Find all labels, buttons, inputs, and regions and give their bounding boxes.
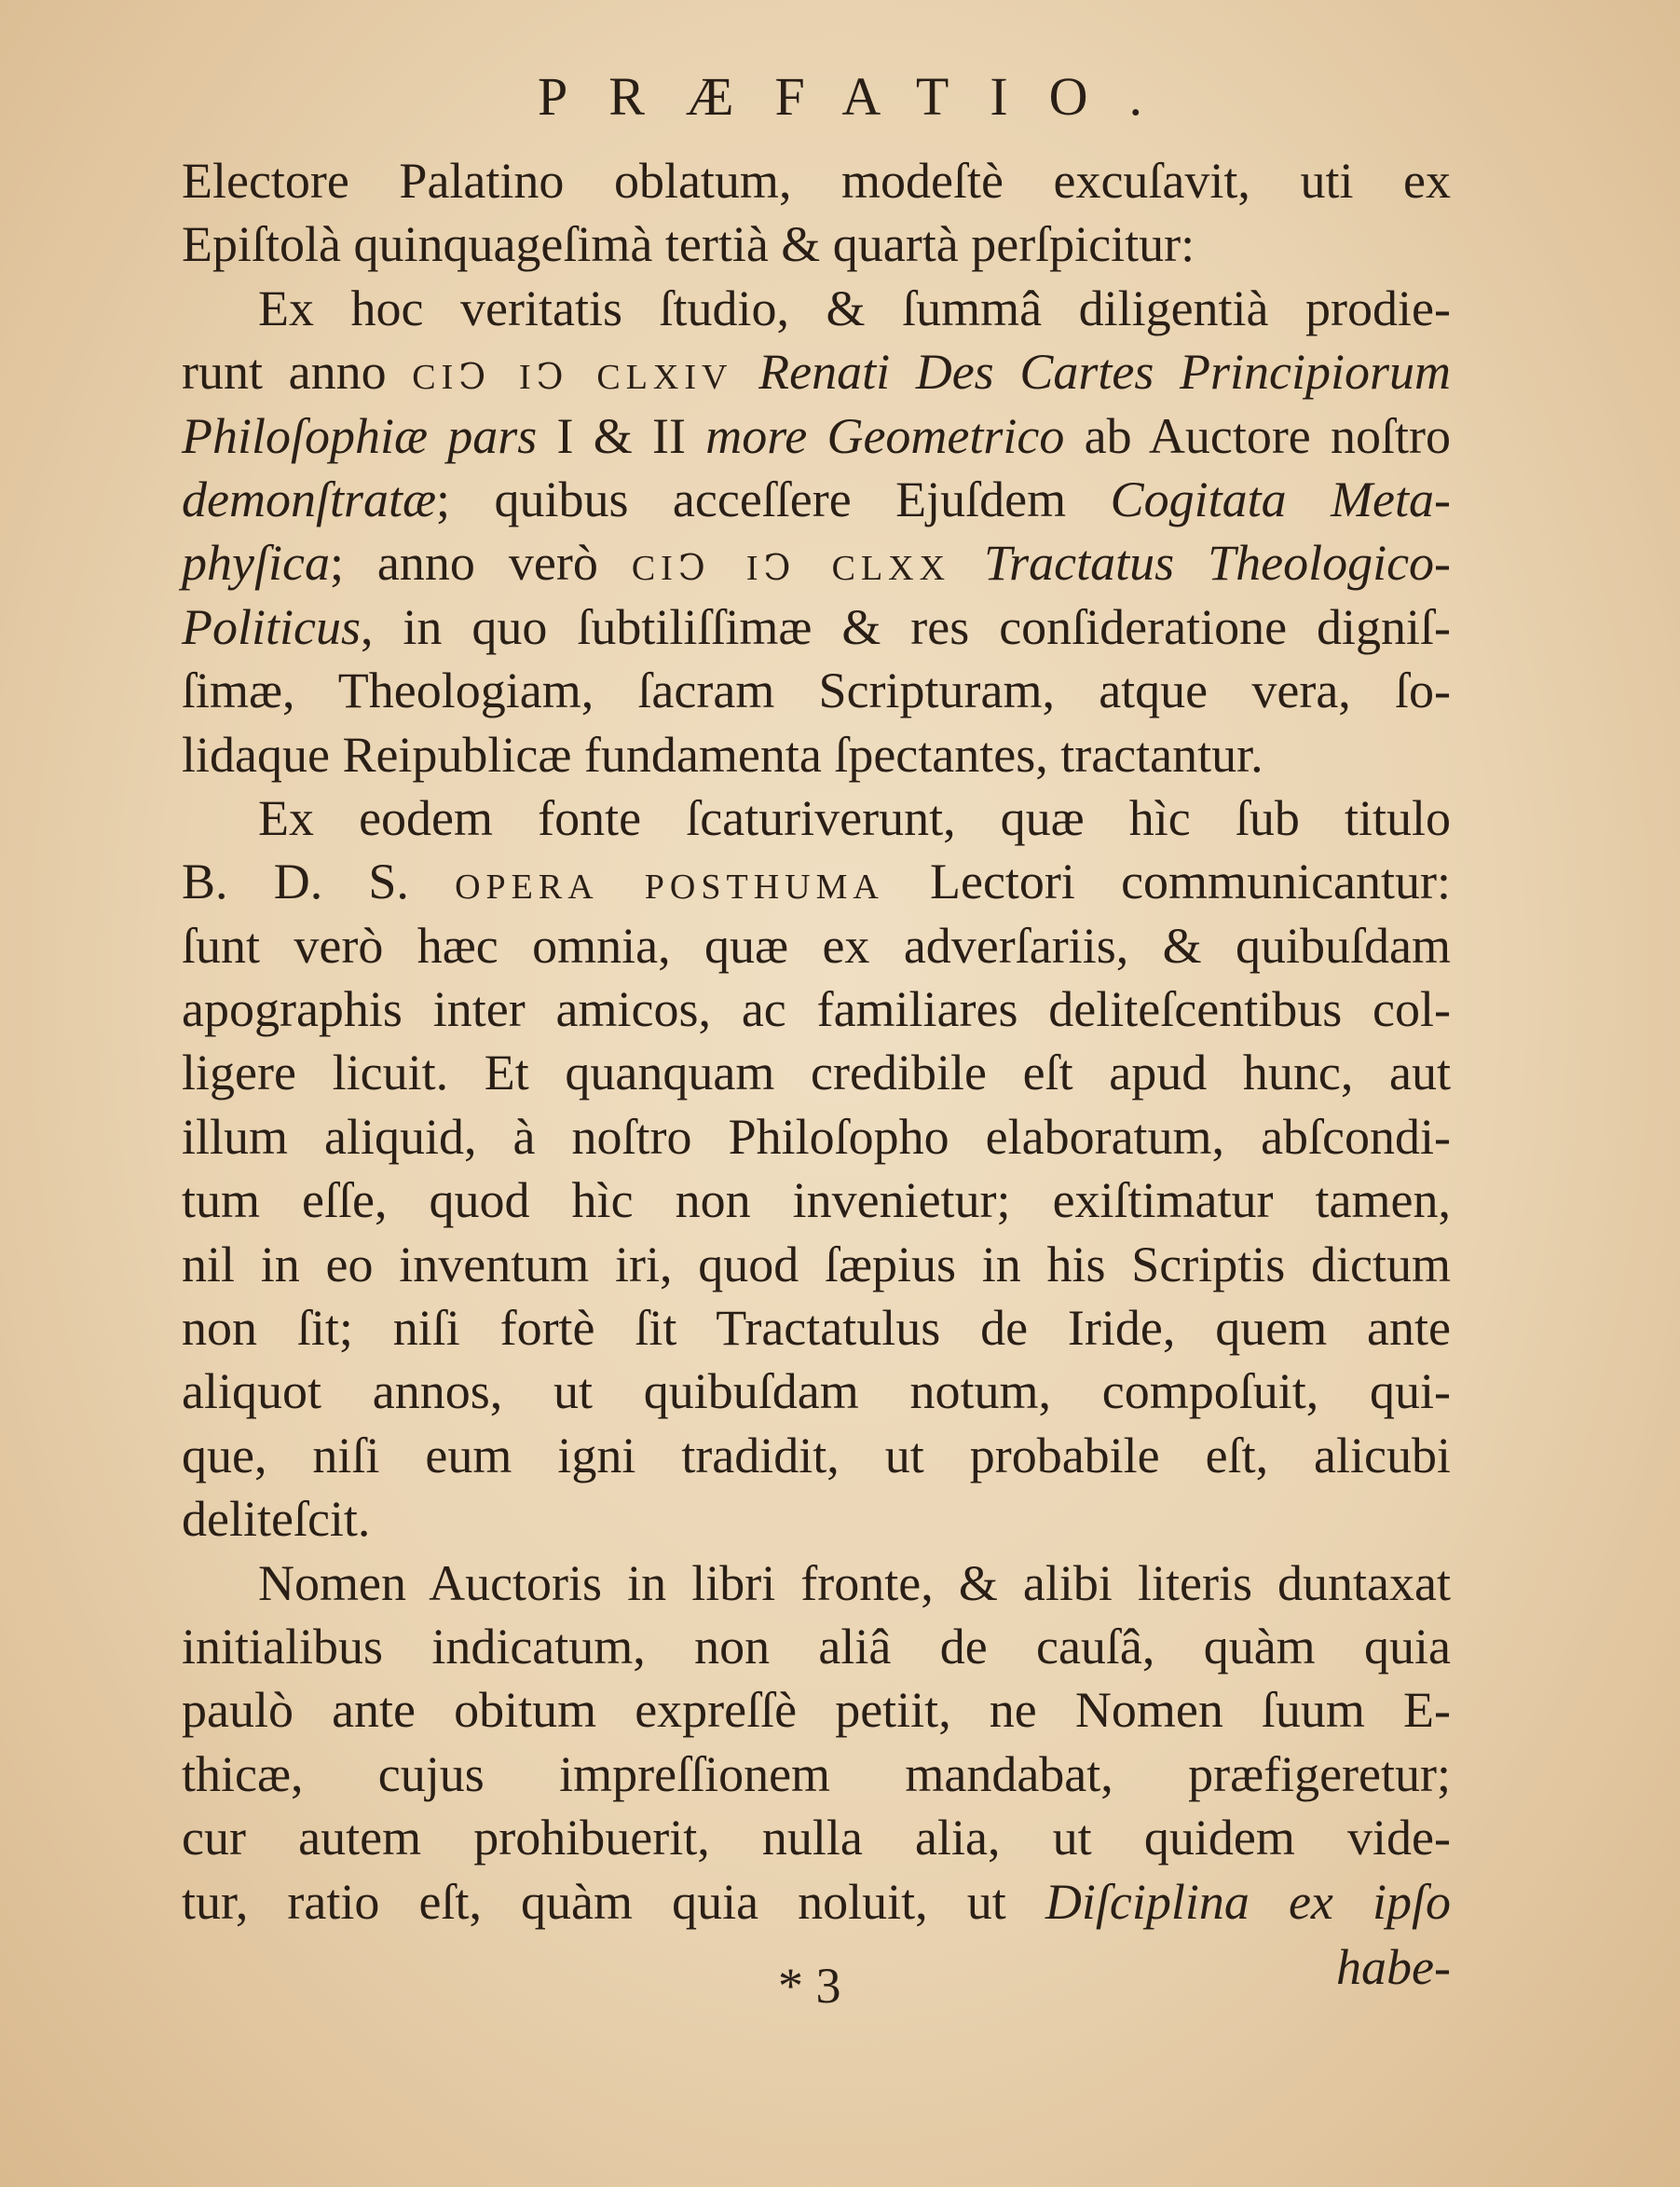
small-caps-text: CIↃ IↃ CLXX xyxy=(631,549,951,589)
text-segment: apographis inter amicos, ac familiares deliteſcentibus col- xyxy=(182,981,1451,1038)
italic-text: Renati Des Cartes Principiorum xyxy=(758,344,1451,401)
text-line xyxy=(182,1169,1451,1232)
text-segment: Nomen Auctoris in libri fronte, & alibi literis duntaxat xyxy=(258,1554,1451,1611)
text-line-content xyxy=(182,1424,1451,1487)
text-line xyxy=(182,1041,1451,1104)
text-line xyxy=(182,914,1451,977)
text-line-content xyxy=(182,595,1451,659)
text-line xyxy=(182,850,1451,913)
text-segment: nil in eo inventum iri, quod ſæpius in his Scriptis dictum xyxy=(182,1236,1451,1292)
text-line-content xyxy=(182,1487,1451,1551)
text-line xyxy=(182,1105,1451,1169)
italic-text: Politicus xyxy=(182,598,361,655)
text-segment: Electore Palatino oblatum, modeſtè excuſavit, uti ex xyxy=(182,153,1451,209)
text-segment: ab Auctore noſtro xyxy=(1064,407,1451,464)
text-segment: que, niſi eum igni tradidit, ut probabile eſt, alicubi xyxy=(182,1427,1451,1483)
text-segment: ligere licuit. Et quanquam credibile eſt apud hunc, aut xyxy=(182,1045,1451,1101)
text-line xyxy=(182,277,1451,340)
italic-text: demonſtratæ xyxy=(182,471,437,527)
text-line xyxy=(182,786,1451,850)
text-segment: ſimæ, Theologiam, ſacram Scripturam, atque vera, ſo- xyxy=(182,663,1451,719)
text-segment: deliteſcit. xyxy=(182,1491,371,1548)
signature-mark: * 3 xyxy=(778,1958,841,2014)
text-line xyxy=(182,659,1451,722)
text-segment: tur, ratio eſt, quàm quia noluit, ut xyxy=(182,1873,1045,1930)
text-line-content xyxy=(182,1615,1451,1678)
text-line xyxy=(182,212,1451,276)
text-line-content xyxy=(258,277,1451,340)
text-line xyxy=(182,723,1451,786)
italic-text: Diſciplina ex ipſo xyxy=(1045,1873,1451,1930)
preface-text xyxy=(182,149,1451,1934)
text-line xyxy=(182,977,1451,1041)
text-line xyxy=(182,404,1451,468)
text-line xyxy=(182,1615,1451,1678)
text-line xyxy=(182,1806,1451,1869)
text-line-content xyxy=(182,1105,1451,1169)
text-line-content xyxy=(182,468,1451,531)
text-segment: thicæ, cujus impreſſionem mandabat, præfigeretur; xyxy=(182,1745,1451,1802)
text-line-content xyxy=(182,1233,1451,1296)
text-segment: I & II xyxy=(537,407,706,464)
text-segment: Lectori communicantur: xyxy=(883,854,1451,910)
text-segment: cur autem prohibuerit, nulla alia, ut quidem vide- xyxy=(182,1810,1451,1866)
text-line xyxy=(182,1233,1451,1296)
text-segment: lidaque Reipublicæ fundamenta ſpectantes, tractantur. xyxy=(182,726,1263,783)
italic-text: Tractatus Theologico- xyxy=(984,535,1452,592)
text-line-content xyxy=(182,723,1451,786)
text-line xyxy=(182,340,1451,403)
text-line-content xyxy=(182,659,1451,722)
text-line-content xyxy=(182,212,1451,276)
italic-text: Philoſophiæ pars xyxy=(182,407,538,464)
text-segment xyxy=(732,344,758,400)
catchword: habe- xyxy=(1336,1939,1451,1995)
text-line-content xyxy=(182,1870,1451,1934)
small-caps-text: OPERA POSTHUMA xyxy=(455,868,884,908)
text-line-content xyxy=(182,1041,1451,1104)
text-line xyxy=(182,1296,1451,1360)
text-line xyxy=(182,595,1451,659)
text-segment: ſunt verò hæc omnia, quæ ex adverſariis, & quibuſdam xyxy=(182,917,1451,974)
text-segment: non ſit; niſi fortè ſit Tractatulus de Iride, quem ante xyxy=(182,1300,1451,1357)
text-segment: Epiſtolà quinquageſimà tertià & quartà perſpicitur: xyxy=(182,216,1195,273)
text-line-content xyxy=(258,786,1451,850)
text-segment xyxy=(950,535,984,591)
text-line-content xyxy=(182,850,1451,919)
text-line xyxy=(182,1424,1451,1487)
text-line-content xyxy=(182,1806,1451,1869)
text-line xyxy=(182,1551,1451,1615)
text-line-content xyxy=(182,1360,1451,1423)
text-line-content xyxy=(182,531,1451,600)
text-line xyxy=(182,1487,1451,1551)
text-segment: Ex hoc veritatis ſtudio, & ſummâ diligentià prodie- xyxy=(258,280,1451,336)
italic-text: Cogitata Meta- xyxy=(1110,471,1452,527)
text-line xyxy=(182,149,1451,212)
text-line-content xyxy=(182,1296,1451,1360)
text-segment: paulò ante obitum expreſſè petiit, ne Nomen ſuum E- xyxy=(182,1682,1451,1739)
small-caps-text: CIↃ IↃ CLXIV xyxy=(412,358,733,398)
text-line-content xyxy=(182,1169,1451,1232)
text-line-content xyxy=(182,149,1451,212)
text-line xyxy=(182,468,1451,531)
text-line xyxy=(182,1360,1451,1423)
text-line-content xyxy=(182,340,1451,409)
italic-text: more Geometrico xyxy=(705,407,1065,464)
text-line xyxy=(182,1870,1451,1934)
text-segment: tum eſſe, quod hìc non invenietur; exiſtimatur tamen, xyxy=(182,1172,1451,1229)
text-line xyxy=(182,1743,1451,1806)
text-segment: illum aliquid, à noſtro Philoſopho elaboratum, abſcondi- xyxy=(182,1108,1451,1165)
text-line xyxy=(182,531,1451,595)
text-segment: , in quo ſubtiliſſimæ & res conſideratione digniſ- xyxy=(360,598,1451,655)
text-segment: initialibus indicatum, non aliâ de cauſâ, quàm quia xyxy=(182,1618,1451,1674)
page-footer xyxy=(182,1939,1451,2022)
text-segment: ; anno verò xyxy=(329,535,632,592)
text-line-content xyxy=(182,404,1451,468)
text-line-content xyxy=(182,1743,1451,1806)
text-segment: B. D. S. xyxy=(182,854,456,910)
text-segment: runt anno xyxy=(182,344,413,401)
running-title: PRÆFATIO. xyxy=(537,66,1184,127)
text-segment: ; quibus acceſſere Ejuſdem xyxy=(436,471,1111,527)
italic-text: phyſica xyxy=(182,535,330,592)
text-segment: Ex eodem fonte ſcaturiverunt, quæ hìc ſub titulo xyxy=(258,789,1451,846)
text-line-content xyxy=(258,1551,1451,1615)
text-line-content xyxy=(182,977,1451,1041)
text-line xyxy=(182,1678,1451,1742)
text-line-content xyxy=(182,914,1451,977)
text-line-content xyxy=(182,1678,1451,1742)
text-segment: aliquot annos, ut quibuſdam notum, compoſuit, qui- xyxy=(182,1363,1451,1420)
